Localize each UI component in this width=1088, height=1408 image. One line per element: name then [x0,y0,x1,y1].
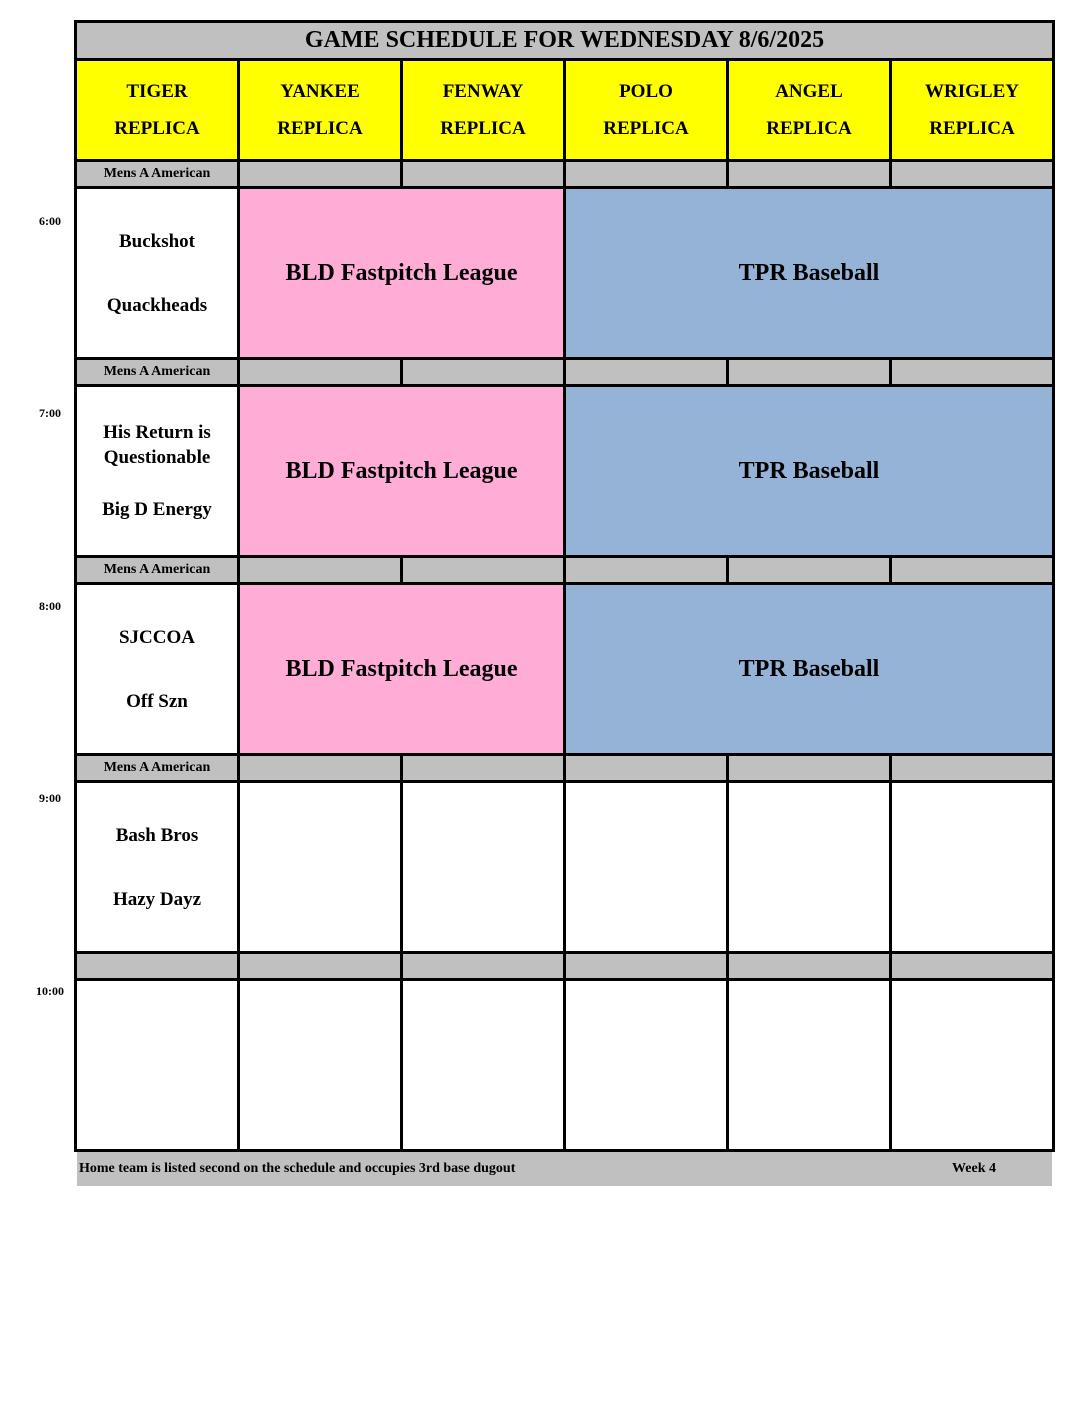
field-header-yankee [240,61,400,159]
empty-cell [240,783,400,951]
footer-note: Home team is listed second on the schedule and occupies 3rd base dugout [79,1161,516,1176]
division-empty [240,558,400,582]
empty-cell [566,783,726,951]
field-name: TIGER [126,81,188,102]
empty-cell [240,981,400,1149]
division-label: Mens A American [77,756,237,780]
game-matchup [77,189,237,357]
field-name: WRIGLEY [925,81,1019,102]
home-team: Big D Energy [102,498,212,520]
division-empty [403,558,563,582]
tpr-block: TPR Baseball [566,189,1052,357]
division-empty [729,162,889,186]
home-team: Off Szn [126,690,188,712]
empty-cell [403,783,563,951]
time-label: 10:00 [36,984,64,998]
division-label: Mens A American [77,162,237,186]
field-name: FENWAY [442,81,524,102]
time-label: 7:00 [39,406,61,420]
division-empty [892,162,1052,186]
division-label: Mens A American [77,558,237,582]
field-sub: REPLICA [603,118,689,139]
time-label: 6:00 [39,214,61,228]
bld-block: BLD Fastpitch League [240,189,563,357]
tpr-block: TPR Baseball [566,585,1052,753]
tpr-block: TPR Baseball [566,387,1052,555]
away-team: Bash Bros [115,824,199,846]
field-header-tiger [77,61,237,159]
away-team: His Return is Questionable [103,422,211,469]
division-label: Mens A American [77,360,237,384]
division-empty [566,558,726,582]
field-header-wrigley [892,61,1052,159]
division-empty [892,558,1052,582]
footer [77,1152,1052,1186]
field-header-polo [566,61,726,159]
field-name: ANGEL [775,81,843,102]
week-label: Week 4 [952,1161,996,1176]
field-sub: REPLICA [277,118,363,139]
division-empty [566,162,726,186]
field-sub: REPLICA [440,118,526,139]
division-empty [892,360,1052,384]
field-name: POLO [619,81,673,102]
empty-cell [729,981,889,1149]
field-header-angel [729,61,889,159]
division-empty [240,162,400,186]
away-team: Buckshot [118,230,196,252]
division-empty [240,954,400,978]
time-label: 8:00 [39,599,61,613]
field-name: YANKEE [280,81,360,102]
field-sub: REPLICA [929,118,1015,139]
game-matchup [77,387,237,555]
home-team: Hazy Dayz [112,888,202,910]
field-sub: REPLICA [114,118,200,139]
division-empty [403,360,563,384]
game-matchup [77,585,237,753]
division-empty [403,756,563,780]
division-empty [729,756,889,780]
division-empty [403,162,563,186]
division-empty [240,756,400,780]
empty-cell [892,783,1052,951]
game-matchup [77,783,237,951]
division-empty [403,954,563,978]
division-empty [566,954,726,978]
empty-cell [566,981,726,1149]
division-empty [240,360,400,384]
bld-block: BLD Fastpitch League [240,387,563,555]
home-team: Quackheads [106,294,208,316]
field-sub: REPLICA [766,118,852,139]
empty-cell [403,981,563,1149]
division-empty [566,360,726,384]
away-team: SJCCOA [118,626,195,648]
empty-cell [729,783,889,951]
division-empty [892,954,1052,978]
time-label: 9:00 [39,791,61,805]
schedule-table [74,20,1055,1176]
division-empty [729,360,889,384]
division-empty [77,954,237,978]
division-empty [892,756,1052,780]
division-empty [729,558,889,582]
bld-block: BLD Fastpitch League [240,585,563,753]
field-header-fenway [403,61,563,159]
division-empty [566,756,726,780]
schedule-title: GAME SCHEDULE FOR WEDNESDAY 8/6/2025 [77,23,1052,58]
empty-cell [892,981,1052,1149]
empty-cell [77,981,237,1149]
division-empty [729,954,889,978]
